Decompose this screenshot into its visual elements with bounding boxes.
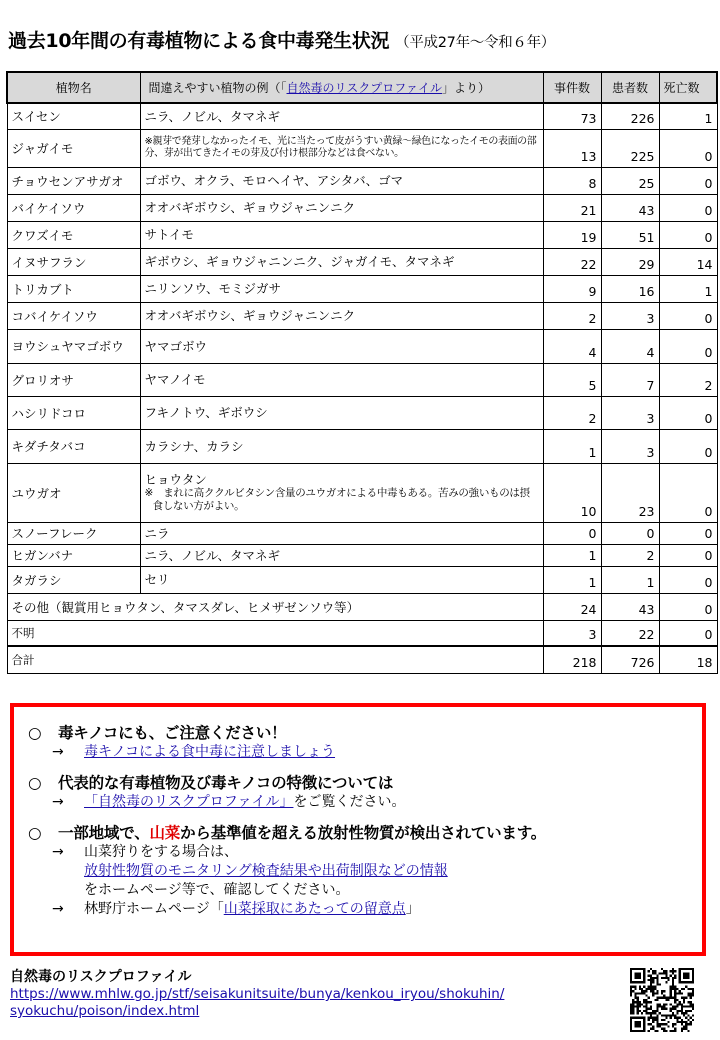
plant-name: グロリオサ <box>7 363 140 396</box>
patients-cell: 25 <box>601 167 659 194</box>
confusion-text: オオバギボウシ、ギョウジャニンニク <box>144 200 356 215</box>
arrow-icon: → <box>52 844 64 860</box>
patients-cell: 225 <box>601 129 659 167</box>
cases-cell: 21 <box>543 194 601 221</box>
plant-name: バイケイソウ <box>7 194 140 221</box>
monitoring-info-link[interactable]: 放射性物質のモニタリング検査結果や出荷制限などの情報 <box>84 863 448 879</box>
plant-name: ハシリドコロ <box>7 396 140 429</box>
plant-name: ジャガイモ <box>7 129 140 167</box>
table-row <box>7 103 717 129</box>
table-row <box>7 566 717 593</box>
cases-cell: 1 <box>543 566 601 593</box>
confusion-plants <box>140 167 543 194</box>
confusion-note: ※親芽で発芽しなかったイモ、光に当たって皮がうすい黄緑～緑色になったイモの表面の部分、芽が出てきたイモの芽及び付け根部分などは食べない。 <box>144 136 537 159</box>
patients-cell: 3 <box>601 396 659 429</box>
table-row <box>7 396 717 429</box>
plant-name: ヨウシュヤマゴボウ <box>7 329 140 363</box>
table-row <box>7 129 717 167</box>
cases-cell: 4 <box>543 329 601 363</box>
poisoning-table <box>6 71 718 674</box>
confusion-plants <box>140 396 543 429</box>
patients-cell: 3 <box>601 302 659 329</box>
cases-cell: 0 <box>543 522 601 544</box>
patients-cell: 22 <box>601 620 659 646</box>
deaths-cell: 0 <box>659 329 717 363</box>
confusion-text: オオバギボウシ、ギョウジャニンニク <box>144 308 356 323</box>
confusion-note: ※ まれに高ククルビタシン含量のユウガオによる中毒もある。苦みの強いものは摂食しない方がよい。 <box>144 487 530 512</box>
deaths-cell: 1 <box>659 103 717 129</box>
circle-bullet: ○ <box>28 824 42 842</box>
arrow-icon: → <box>52 744 64 760</box>
notice-box <box>10 703 706 956</box>
patients-cell: 43 <box>601 593 659 620</box>
confusion-text: ニラ、ノビル、タマネギ <box>144 547 281 563</box>
plant-name: スイセン <box>7 103 140 129</box>
deaths-cell: 0 <box>659 429 717 463</box>
deaths-cell: 0 <box>659 194 717 221</box>
header-risk-profile-link[interactable]: 自然毒のリスクプロファイル <box>286 81 443 95</box>
cases-cell: 24 <box>543 593 601 620</box>
deaths-cell: 0 <box>659 620 717 646</box>
plant-name: ユウガオ <box>7 463 140 522</box>
cases-cell: 22 <box>543 248 601 275</box>
deaths-cell: 18 <box>659 646 717 673</box>
confusion-text: ニラ <box>144 525 170 541</box>
footer <box>10 968 504 1020</box>
cases-cell: 73 <box>543 103 601 129</box>
cases-cell: 2 <box>543 396 601 429</box>
confusion-plants <box>140 248 543 275</box>
deaths-cell: 0 <box>659 129 717 167</box>
table-row <box>7 522 717 544</box>
forestry-agency-link[interactable]: 山菜採取にあたっての留意点 <box>223 901 406 917</box>
notice-item-radiation <box>28 823 688 919</box>
confusion-plants <box>140 302 543 329</box>
header-plant: 植物名 <box>7 72 140 103</box>
notice-head-mushroom: 毒キノコにも、ご注意ください！ <box>58 724 287 742</box>
cases-cell: 19 <box>543 221 601 248</box>
deaths-cell: 0 <box>659 221 717 248</box>
table-row <box>7 544 717 566</box>
confusion-text: ギボウシ、ギョウジャニンニク、ジャガイモ、タマネギ <box>144 254 455 269</box>
circle-bullet: ○ <box>28 724 42 742</box>
plant-name: スノーフレーク <box>7 522 140 544</box>
confusion-text: セリ <box>144 572 170 587</box>
patients-cell: 1 <box>601 566 659 593</box>
cases-cell: 9 <box>543 275 601 302</box>
confusion-text: ヤマノイモ <box>144 372 206 387</box>
deaths-cell: 0 <box>659 302 717 329</box>
notice-head-features: 代表的な有毒植物及び毒キノコの特徴については <box>58 774 394 792</box>
footer-url-line1[interactable]: https://www.mhlw.go.jp/stf/seisakunitsuite/bunya/kenkou_iryou/shokuhin/ <box>10 986 505 1002</box>
confusion-text: フキノトウ、ギボウシ <box>144 405 268 420</box>
footer-title: 自然毒のリスクプロファイル <box>10 969 192 985</box>
cases-cell: 8 <box>543 167 601 194</box>
confusion-plants <box>140 329 543 363</box>
total-row <box>7 646 717 673</box>
notice-head-radiation-pre: 一部地域で、 <box>58 824 150 842</box>
patients-cell: 226 <box>601 103 659 129</box>
deaths-cell: 0 <box>659 544 717 566</box>
other-row-label: その他（観賞用ヒョウタン、タマスダレ、ヒメザゼンソウ等） <box>7 593 543 620</box>
arrow-icon: → <box>52 901 64 917</box>
patients-cell: 726 <box>601 646 659 673</box>
table-body <box>7 103 717 673</box>
confusion-plants <box>140 363 543 396</box>
confusion-plants <box>140 544 543 566</box>
patients-cell: 4 <box>601 329 659 363</box>
confusion-plants <box>140 275 543 302</box>
table-row <box>7 302 717 329</box>
table-row <box>7 167 717 194</box>
patients-cell: 29 <box>601 248 659 275</box>
table-row <box>7 463 717 522</box>
deaths-cell: 0 <box>659 593 717 620</box>
patients-cell: 43 <box>601 194 659 221</box>
notice-radiation-line3-post: 」 <box>405 901 420 917</box>
confusion-plants <box>140 522 543 544</box>
notice-features-suffix: をご覧ください。 <box>293 794 406 810</box>
total-row-label: 合計 <box>7 646 543 673</box>
header-deaths: 死亡数 <box>659 72 717 103</box>
confusion-text: ヤマゴボウ <box>144 338 208 354</box>
deaths-cell: 14 <box>659 248 717 275</box>
patients-cell: 3 <box>601 429 659 463</box>
plant-name: コバイケイソウ <box>7 302 140 329</box>
notice-radiation-line3-pre: 林野庁ホームページ「 <box>84 901 224 917</box>
table-row <box>7 194 717 221</box>
cases-cell: 5 <box>543 363 601 396</box>
risk-profile-link[interactable]: 「自然毒のリスクプロファイル」 <box>84 794 294 810</box>
patients-cell: 2 <box>601 544 659 566</box>
cases-cell: 218 <box>543 646 601 673</box>
header-patients: 患者数 <box>601 72 659 103</box>
confusion-text: カラシナ、カラシ <box>144 438 244 454</box>
patients-cell: 0 <box>601 522 659 544</box>
plant-name: ヒガンバナ <box>7 544 140 566</box>
patients-cell: 51 <box>601 221 659 248</box>
confusion-plants <box>140 463 543 522</box>
header-confusion <box>140 72 543 103</box>
deaths-cell: 2 <box>659 363 717 396</box>
confusion-plants <box>140 194 543 221</box>
table-row <box>7 275 717 302</box>
deaths-cell: 0 <box>659 396 717 429</box>
deaths-cell: 0 <box>659 566 717 593</box>
notice-radiation-line2: をホームページ等で、確認してください。 <box>84 882 350 898</box>
header-cases: 事件数 <box>543 72 601 103</box>
plant-name: チョウセンアサガオ <box>7 167 140 194</box>
table-row <box>7 329 717 363</box>
header-confusion-prefix: 間違えやすい植物の例（「 <box>148 81 287 95</box>
table-header-row <box>7 72 717 103</box>
plant-name: トリカブト <box>7 275 140 302</box>
plant-name: キダチタバコ <box>7 429 140 463</box>
cases-cell: 3 <box>543 620 601 646</box>
qr-code-icon[interactable] <box>630 968 694 1032</box>
confusion-text: ゴボウ、オクラ、モロヘイヤ、アシタバ、ゴマ <box>144 173 404 188</box>
confusion-plants <box>140 221 543 248</box>
deaths-cell: 0 <box>659 522 717 544</box>
header-confusion-suffix: 」より） <box>442 81 491 95</box>
deaths-cell: 0 <box>659 463 717 522</box>
unknown-row-label: 不明 <box>7 620 543 646</box>
notice-head-radiation-post: から基準値を超える放射性物質が検出されています。 <box>180 824 547 842</box>
cases-cell: 1 <box>543 544 601 566</box>
mushroom-poisoning-link[interactable]: 毒キノコによる食中毒に注意しましょう <box>84 744 336 760</box>
footer-url-line2[interactable]: syokuchu/poison/index.html <box>10 1003 200 1019</box>
table-row <box>7 363 717 396</box>
notice-item-features <box>28 773 688 812</box>
cases-cell: 2 <box>543 302 601 329</box>
circle-bullet: ○ <box>28 774 42 792</box>
other-row <box>7 593 717 620</box>
patients-cell: 16 <box>601 275 659 302</box>
patients-cell: 7 <box>601 363 659 396</box>
table-row <box>7 248 717 275</box>
confusion-plants <box>140 566 543 593</box>
table-row <box>7 429 717 463</box>
cases-cell: 13 <box>543 129 601 167</box>
confusion-text: ヒョウタン <box>144 472 207 487</box>
confusion-plants <box>140 103 543 129</box>
cases-cell: 1 <box>543 429 601 463</box>
page-subtitle: （平成27年～令和６年） <box>395 35 556 51</box>
page-header <box>8 26 555 53</box>
confusion-plants <box>140 429 543 463</box>
confusion-text: サトイモ <box>144 227 194 242</box>
patients-cell: 23 <box>601 463 659 522</box>
confusion-text: ニリンソウ、モミジガサ <box>144 281 282 296</box>
cases-cell: 10 <box>543 463 601 522</box>
deaths-cell: 0 <box>659 167 717 194</box>
arrow-icon: → <box>52 794 64 810</box>
unknown-row <box>7 620 717 646</box>
plant-name: タガラシ <box>7 566 140 593</box>
confusion-plants <box>140 129 543 167</box>
plant-name: イヌサフラン <box>7 248 140 275</box>
notice-radiation-line1: 山菜狩りをする場合は、 <box>84 844 238 860</box>
page-title: 過去10年間の有毒植物による食中毒発生状況 <box>8 30 390 52</box>
deaths-cell: 1 <box>659 275 717 302</box>
confusion-text: ニラ、ノビル、タマネギ <box>144 108 281 124</box>
notice-item-mushroom <box>28 723 688 762</box>
notice-head-radiation-red: 山菜 <box>149 824 181 842</box>
plant-name: クワズイモ <box>7 221 140 248</box>
table-row <box>7 221 717 248</box>
